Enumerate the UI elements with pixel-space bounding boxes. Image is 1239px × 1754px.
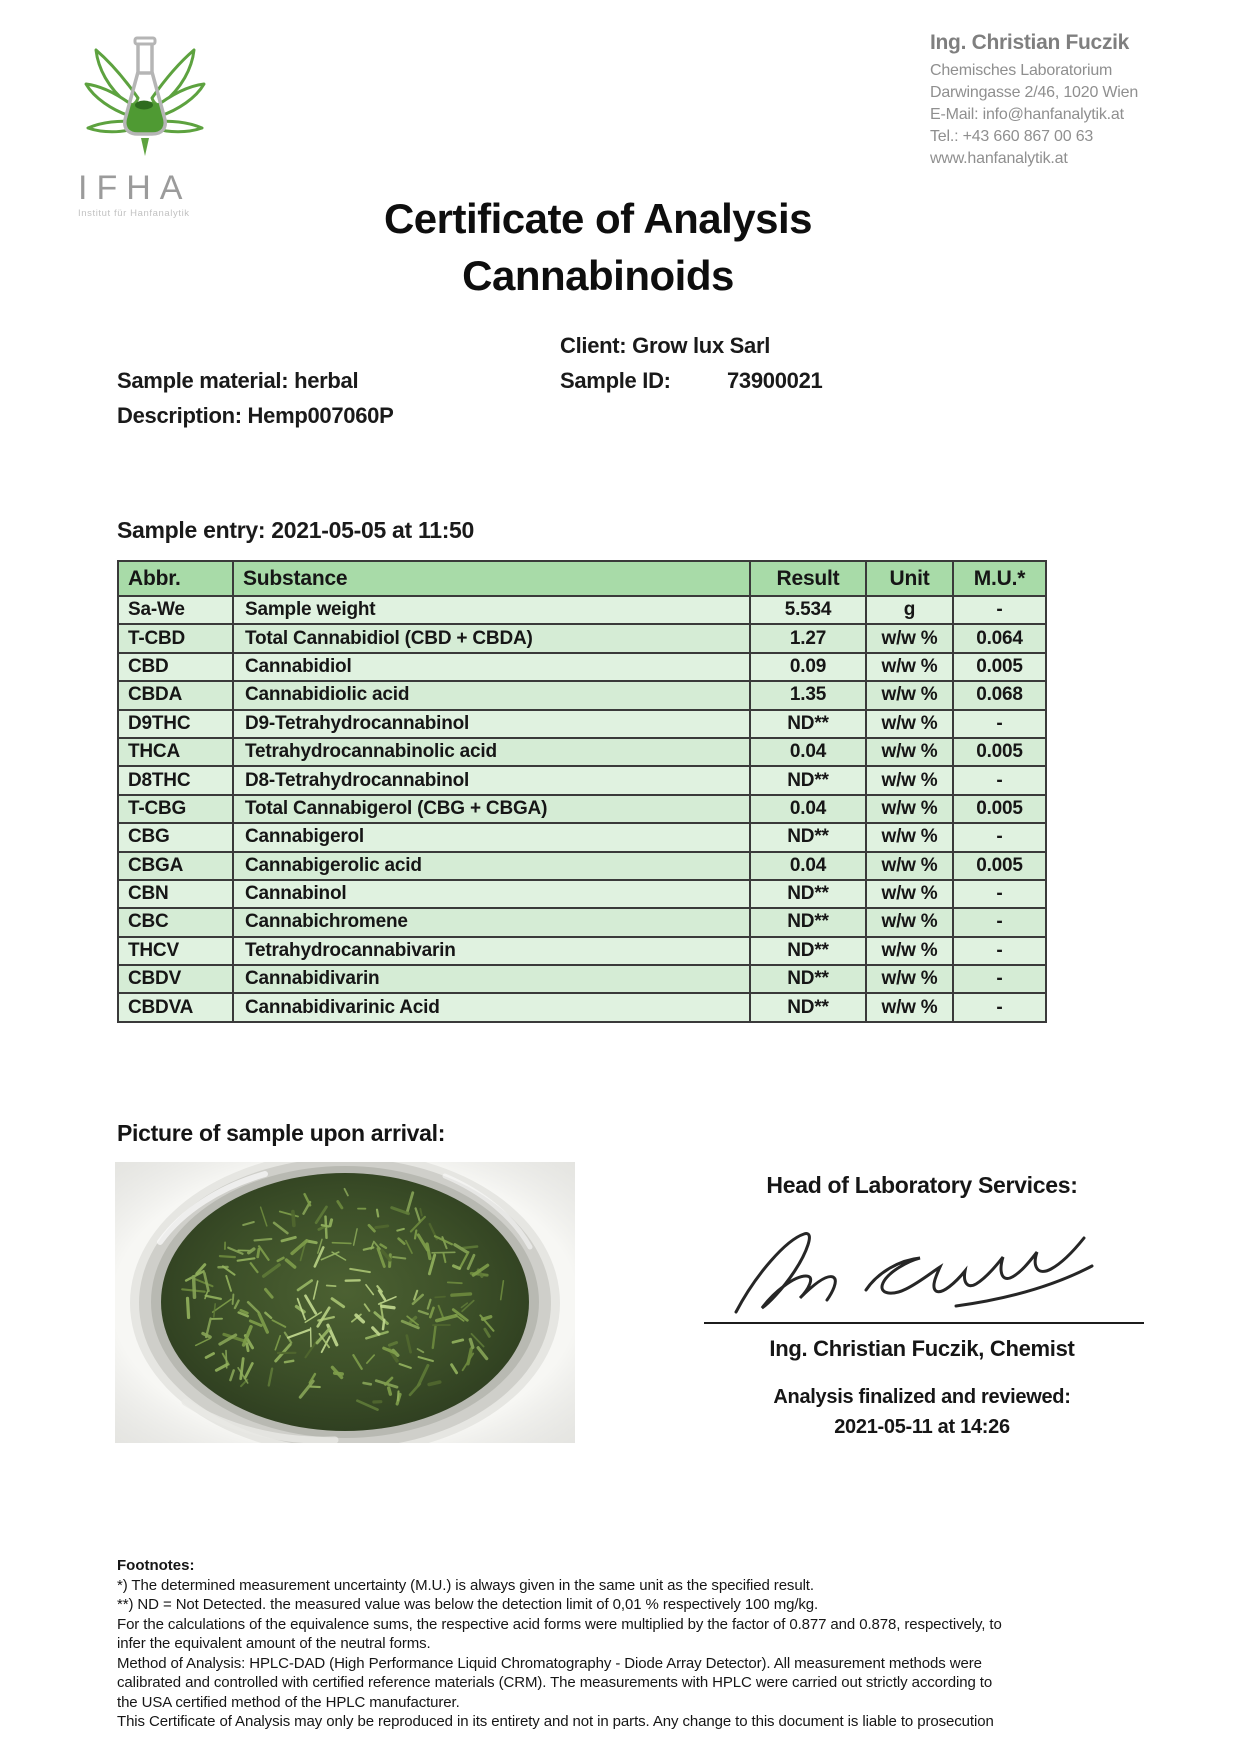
cell-mu: 0.005 (953, 738, 1046, 766)
result-row (118, 710, 1046, 738)
cell-abbr: D9THC (118, 710, 233, 738)
cell-result: ND** (750, 766, 866, 794)
cell-mu: 0.005 (953, 852, 1046, 880)
cell-abbr: CBDA (118, 681, 233, 709)
col-header-substance: Substance (233, 561, 750, 596)
cell-substance: Tetrahydrocannabinolic acid (233, 738, 750, 766)
result-row (118, 795, 1046, 823)
lab-contact-line: Darwingasse 2/46, 1020 Wien (930, 84, 1139, 101)
cell-mu: - (953, 710, 1046, 738)
cell-result: 1.27 (750, 624, 866, 652)
footnotes (117, 1556, 1197, 1732)
cell-unit: w/w % (866, 738, 953, 766)
description-line: Description: Hemp007060P (117, 403, 394, 428)
cell-unit: w/w % (866, 937, 953, 965)
footnote-line: **) ND = Not Detected. the measured value was below the detection limit of 0,01 % respectively 100 mg/kg. (117, 1596, 819, 1613)
cell-result: 1.35 (750, 681, 866, 709)
finalized-date: 2021-05-11 at 14:26 (834, 1416, 1010, 1438)
sample-photo-image (115, 1162, 575, 1443)
footnote-lines (117, 1576, 1197, 1732)
result-row (118, 766, 1046, 794)
cell-substance: Total Cannabidiol (CBD + CBDA) (233, 624, 750, 652)
lab-contact-line: www.hanfanalytik.at (930, 150, 1068, 167)
col-header-mu: M.U.* (953, 561, 1046, 596)
lab-contact-line: Chemisches Laboratorium (930, 62, 1113, 79)
cell-abbr: CBDVA (118, 993, 233, 1021)
cell-substance: Cannabidivarinic Acid (233, 993, 750, 1021)
result-row (118, 653, 1046, 681)
result-row (118, 852, 1046, 880)
cell-result: ND** (750, 937, 866, 965)
cell-mu: - (953, 965, 1046, 993)
footnote-line: This Certificate of Analysis may only be reproduced in its entirety and not in parts. Any change to this document is liable to prosecution (117, 1713, 994, 1730)
col-header-abbr: Abbr. (118, 561, 233, 596)
cell-unit: w/w % (866, 908, 953, 936)
cell-abbr: CBDV (118, 965, 233, 993)
cell-unit: w/w % (866, 766, 953, 794)
lab-contact-line: E-Mail: info@hanfanalytik.at (930, 106, 1124, 123)
footnote-line: Method of Analysis: HPLC-DAD (High Performance Liquid Chromatography - Diode Array Detector). All measurement methods were (117, 1654, 982, 1672)
picture-label: Picture of sample upon arrival: (117, 1120, 446, 1146)
result-row (118, 596, 1046, 624)
cell-substance: Cannabinol (233, 880, 750, 908)
cell-substance: Sample weight (233, 596, 750, 624)
cell-unit: g (866, 596, 953, 624)
document-title (140, 190, 1056, 304)
col-header-result: Result (750, 561, 866, 596)
cell-mu: 0.005 (953, 653, 1046, 681)
sample-material-line: Sample material: herbal (117, 368, 359, 393)
cell-mu: - (953, 993, 1046, 1021)
lab-contact (930, 31, 1210, 170)
sample-photo (115, 1162, 575, 1448)
cell-unit: w/w % (866, 681, 953, 709)
footnote-line: *) The determined measurement uncertainty (M.U.) is always given in the same unit as the specified result. (117, 1576, 814, 1594)
cell-result: 0.09 (750, 653, 866, 681)
cell-result: ND** (750, 823, 866, 851)
cell-unit: w/w % (866, 852, 953, 880)
result-row (118, 937, 1046, 965)
cell-substance: D9-Tetrahydrocannabinol (233, 710, 750, 738)
cell-mu: 0.005 (953, 795, 1046, 823)
cell-unit: w/w % (866, 880, 953, 908)
result-row (118, 993, 1046, 1021)
cell-result: 0.04 (750, 795, 866, 823)
cell-abbr: D8THC (118, 766, 233, 794)
cell-abbr: Sa-We (118, 596, 233, 624)
cell-substance: Tetrahydrocannabivarin (233, 937, 750, 965)
lab-contact-line: Tel.: +43 660 867 00 63 (930, 128, 1094, 145)
signature-line (704, 1322, 1144, 1324)
cell-mu: - (953, 880, 1046, 908)
cell-result: ND** (750, 880, 866, 908)
cell-substance: Cannabichromene (233, 908, 750, 936)
cell-mu: - (953, 823, 1046, 851)
cell-result: ND** (750, 965, 866, 993)
cell-result: ND** (750, 710, 866, 738)
cell-substance: Cannabidiol (233, 653, 750, 681)
result-row (118, 908, 1046, 936)
result-row (118, 681, 1046, 709)
cell-substance: Cannabigerolic acid (233, 852, 750, 880)
signer-name: Ing. Christian Fuczik, Chemist (769, 1336, 1075, 1361)
sample-id-label: Sample ID: (560, 368, 671, 393)
lab-contact-lines (930, 60, 1210, 170)
cell-result: 0.04 (750, 738, 866, 766)
results-header-row (118, 561, 1046, 596)
finalized-label: Analysis finalized and reviewed: (773, 1386, 1071, 1408)
cell-result: ND** (750, 993, 866, 1021)
cell-mu: - (953, 766, 1046, 794)
sample-id-value: 73900021 (727, 368, 823, 393)
cell-abbr: CBD (118, 653, 233, 681)
cell-mu: - (953, 908, 1046, 936)
cell-result: ND** (750, 908, 866, 936)
result-row (118, 738, 1046, 766)
logo-acronym: IFHA (78, 169, 192, 207)
cell-unit: w/w % (866, 653, 953, 681)
cell-abbr: CBC (118, 908, 233, 936)
cell-unit: w/w % (866, 993, 953, 1021)
signature-heading: Head of Laboratory Services: (766, 1172, 1078, 1198)
cell-result: 0.04 (750, 852, 866, 880)
cell-abbr: CBGA (118, 852, 233, 880)
cell-substance: Cannabidivarin (233, 965, 750, 993)
cell-unit: w/w % (866, 624, 953, 652)
footnote-line: For the calculations of the equivalence sums, the respective acid forms were multiplied by the factor of 0.877 and 0.878, respectively, to (117, 1615, 1002, 1633)
footnotes-heading: Footnotes: (117, 1557, 195, 1574)
title-line-2: Cannabinoids (462, 252, 734, 299)
cell-substance: Cannabidiolic acid (233, 681, 750, 709)
cell-unit: w/w % (866, 823, 953, 851)
cell-mu: - (953, 596, 1046, 624)
title-line-1: Certificate of Analysis (383, 195, 813, 242)
logo-subtitle: Institut für Hanfanalytik (78, 208, 190, 219)
footnote-line: the USA certified method of the HPLC manufacturer. (117, 1693, 460, 1711)
cell-abbr: THCA (118, 738, 233, 766)
cell-result: 5.534 (750, 596, 866, 624)
sample-entry-line: Sample entry: 2021-05-05 at 11:50 (117, 517, 475, 543)
hemp-leaf-flask-icon (78, 34, 218, 164)
results-table (117, 560, 1047, 1023)
cell-unit: w/w % (866, 710, 953, 738)
footnote-line: calibrated and controlled with certified reference materials (CRM). The measurements with HPLC were carried out strictly according to (117, 1674, 993, 1691)
cell-abbr: CBN (118, 880, 233, 908)
result-row (118, 624, 1046, 652)
lab-contact-name: Ing. Christian Fuczik (930, 31, 1130, 54)
cell-mu: - (953, 937, 1046, 965)
client-line: Client: Grow lux Sarl (560, 333, 771, 358)
cell-unit: w/w % (866, 795, 953, 823)
cell-substance: Cannabigerol (233, 823, 750, 851)
cell-abbr: THCV (118, 937, 233, 965)
footnote-line: infer the equivalent amount of the neutral forms. (117, 1635, 431, 1652)
cell-abbr: CBG (118, 823, 233, 851)
cell-substance: Total Cannabigerol (CBG + CBGA) (233, 795, 750, 823)
cell-substance: D8-Tetrahydrocannabinol (233, 766, 750, 794)
result-row (118, 823, 1046, 851)
cell-abbr: T-CBG (118, 795, 233, 823)
signature-block (702, 1172, 1142, 1472)
cell-unit: w/w % (866, 965, 953, 993)
signature-icon (720, 1216, 1124, 1320)
result-row (118, 965, 1046, 993)
cell-mu: 0.068 (953, 681, 1046, 709)
col-header-unit: Unit (866, 561, 953, 596)
result-row (118, 880, 1046, 908)
cell-abbr: T-CBD (118, 624, 233, 652)
cell-mu: 0.064 (953, 624, 1046, 652)
